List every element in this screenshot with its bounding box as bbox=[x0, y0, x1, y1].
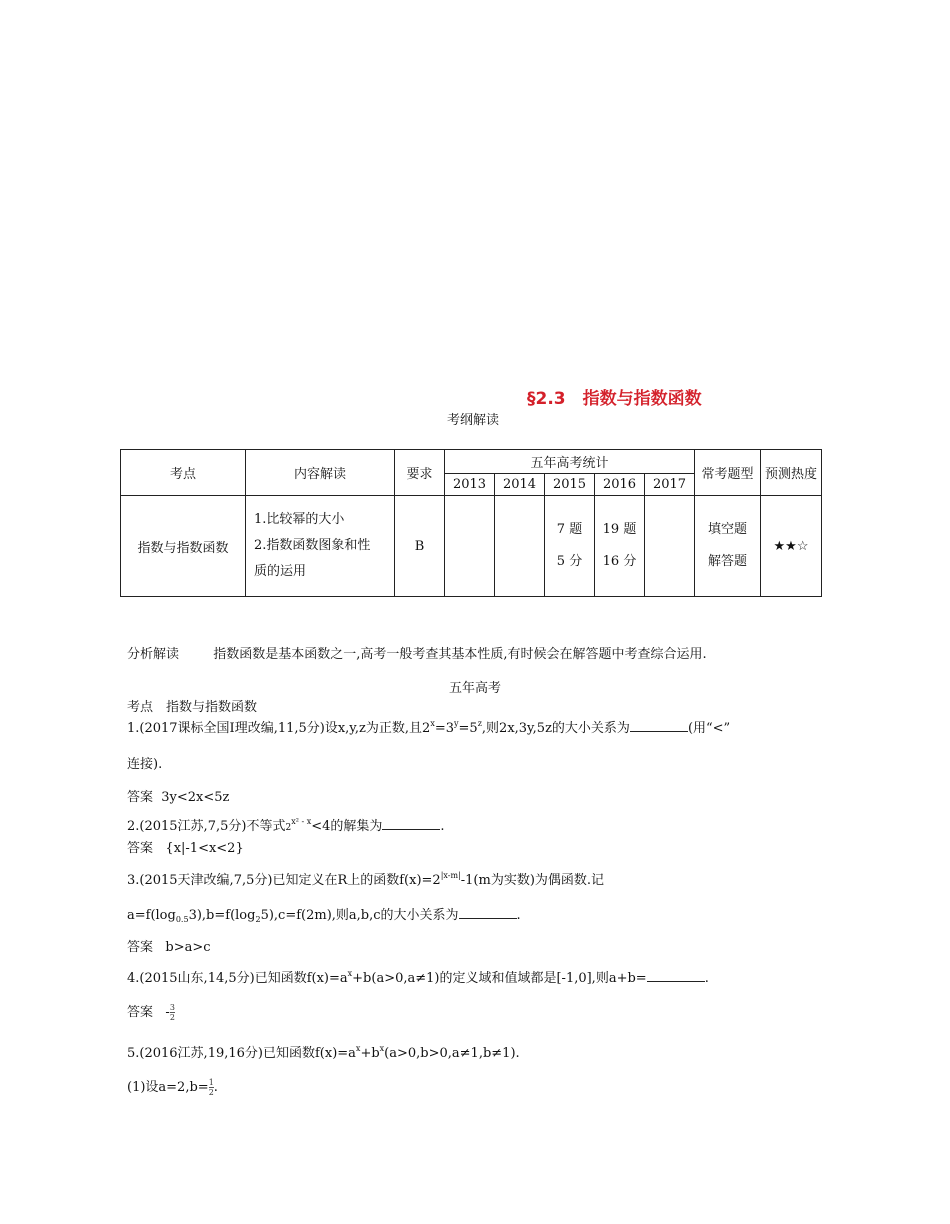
cell-types bbox=[695, 496, 761, 597]
header-year-2017: 2017 bbox=[645, 474, 695, 496]
cell-2015 bbox=[545, 496, 595, 597]
answer-3-value: b>a>c bbox=[165, 940, 211, 955]
q3-exponent: |x-m| bbox=[440, 871, 461, 880]
q2-end: . bbox=[440, 819, 445, 834]
question-3-line-2 bbox=[127, 904, 521, 923]
cell-2014 bbox=[495, 496, 545, 597]
section-title: §2.3 指数与指数函数 bbox=[527, 389, 702, 409]
q5-text-b: +b bbox=[360, 1046, 380, 1061]
q1-exp-y: y bbox=[454, 719, 459, 728]
outline-table bbox=[120, 449, 822, 597]
question-1 bbox=[127, 717, 730, 736]
cell-heat: ★★☆ bbox=[761, 496, 822, 597]
answer-3 bbox=[127, 936, 211, 955]
q5-denominator: 2 bbox=[208, 1088, 214, 1097]
q5-text-2: (a>0,b>0,a≠1,b≠1). bbox=[384, 1046, 520, 1061]
q5-exp-1: x bbox=[355, 1044, 361, 1053]
type-answer: 解答题 bbox=[707, 554, 747, 569]
q1-tail: (用“<” bbox=[687, 721, 731, 736]
content-line-1: 1.比较幂的大小 bbox=[254, 512, 345, 527]
question-1-line-2: 连接). bbox=[127, 757, 163, 772]
q2-base: 2 bbox=[285, 823, 292, 833]
q3-log-base-1: 0.5 bbox=[175, 915, 189, 924]
question-5-part-1 bbox=[127, 1076, 218, 1097]
q2-exponent: x² - x bbox=[291, 817, 312, 826]
q4-text-2: +b(a>0,a≠1)的定义域和值域都是[-1,0],则a+b= bbox=[352, 971, 647, 986]
header-year-2013: 2013 bbox=[445, 474, 495, 496]
answer-1-value: 3y<2x<5z bbox=[161, 790, 230, 805]
q2-blank bbox=[382, 819, 440, 830]
content-line-3: 质的运用 bbox=[254, 564, 307, 579]
q1-text: 1.(2017课标全国Ⅰ理改编,11,5分)设x,y,z为正数,且2 bbox=[127, 721, 431, 736]
q5-end: . bbox=[213, 1080, 218, 1095]
q1-text-5: =5 bbox=[458, 721, 478, 736]
analysis bbox=[127, 643, 707, 662]
q5-exp-2: x bbox=[379, 1044, 385, 1053]
q3-log-base-2: 2 bbox=[255, 915, 261, 924]
content-line-2: 2.指数函数图象和性 bbox=[254, 538, 371, 553]
q5-text: 5.(2016江苏,19,16分)已知函数f(x)=a bbox=[127, 1046, 356, 1061]
answer-1 bbox=[127, 786, 229, 805]
header-question-types: 常考题型 bbox=[695, 450, 761, 496]
q1-blank bbox=[630, 721, 688, 732]
q1-exp-x: x bbox=[430, 719, 435, 728]
q4-exponent: x bbox=[347, 969, 353, 978]
cell-content bbox=[246, 496, 395, 597]
header-stats: 五年高考统计 bbox=[445, 450, 695, 474]
header-year-2016: 2016 bbox=[595, 474, 645, 496]
header-requirement: 要求 bbox=[395, 450, 445, 496]
outline-title: 考纲解读 bbox=[447, 413, 500, 428]
cell-2016-questions: 19 题 bbox=[602, 522, 637, 537]
answer-4-fraction bbox=[170, 1003, 175, 1022]
question-2 bbox=[127, 815, 445, 834]
answer-label: 答案 bbox=[127, 1005, 154, 1020]
q5-numerator: 1 bbox=[208, 1078, 214, 1087]
five-years-heading: 五年高考 bbox=[449, 681, 502, 696]
cell-2013 bbox=[445, 496, 495, 597]
type-fill-blank: 填空题 bbox=[707, 522, 747, 537]
cell-2016 bbox=[595, 496, 645, 597]
q2-text-2: <4的解集为 bbox=[311, 819, 383, 834]
q1-text-rel: ,则2x,3y,5z的大小关系为 bbox=[481, 721, 630, 736]
cell-2016-score: 16 分 bbox=[602, 554, 637, 569]
q3-l2b: 3),b=f(log bbox=[188, 908, 256, 923]
answer-4 bbox=[127, 1001, 175, 1022]
header-year-2015: 2015 bbox=[545, 474, 595, 496]
header-heat: 预测热度 bbox=[761, 450, 822, 496]
question-5 bbox=[127, 1042, 520, 1061]
q2-text: 2.(2015江苏,7,5分)不等式 bbox=[127, 819, 286, 834]
q3-l2a: a=f(log bbox=[127, 908, 176, 923]
cell-2015-questions: 7 题 bbox=[556, 522, 583, 537]
cell-topic: 指数与指数函数 bbox=[121, 496, 246, 597]
q3-blank bbox=[459, 908, 517, 919]
q3-text-2: -1(m为实数)为偶函数.记 bbox=[460, 873, 605, 888]
header-year-2014: 2014 bbox=[495, 474, 545, 496]
q4-end: . bbox=[704, 971, 709, 986]
answer-4-sign: - bbox=[165, 1005, 170, 1020]
analysis-text: 指数函数是基本函数之一,高考一般考查其基本性质,有时候会在解答题中考查综合运用. bbox=[213, 647, 707, 662]
answer-2 bbox=[127, 837, 244, 856]
q3-end: . bbox=[516, 908, 521, 923]
cell-requirement: B bbox=[395, 496, 445, 597]
cell-2017 bbox=[645, 496, 695, 597]
answer-label: 答案 bbox=[127, 790, 154, 805]
q3-text: 3.(2015天津改编,7,5分)已知定义在R上的函数f(x)=2 bbox=[127, 873, 441, 888]
q4-blank bbox=[647, 971, 705, 982]
answer-4-denominator: 2 bbox=[169, 1013, 175, 1022]
answer-label: 答案 bbox=[127, 841, 154, 856]
q5-part1-text: (1)设a=2,b= bbox=[127, 1080, 209, 1095]
header-topic: 考点 bbox=[121, 450, 246, 496]
answer-2-value: {x|-1<x<2} bbox=[165, 841, 244, 856]
answer-4-numerator: 3 bbox=[169, 1003, 175, 1012]
q1-exp-z: z bbox=[477, 719, 482, 728]
q1-text-3: =3 bbox=[434, 721, 454, 736]
question-4 bbox=[127, 967, 709, 986]
cell-2015-score: 5 分 bbox=[556, 554, 583, 569]
header-content: 内容解读 bbox=[246, 450, 395, 496]
answer-label: 答案 bbox=[127, 940, 154, 955]
q4-text: 4.(2015山东,14,5分)已知函数f(x)=a bbox=[127, 971, 348, 986]
analysis-label: 分析解读 bbox=[127, 647, 180, 662]
q3-l2c: 5),c=f(2m),则a,b,c的大小关系为 bbox=[260, 908, 459, 923]
question-3 bbox=[127, 869, 604, 888]
kaodian-heading: 考点 指数与指数函数 bbox=[127, 700, 258, 715]
